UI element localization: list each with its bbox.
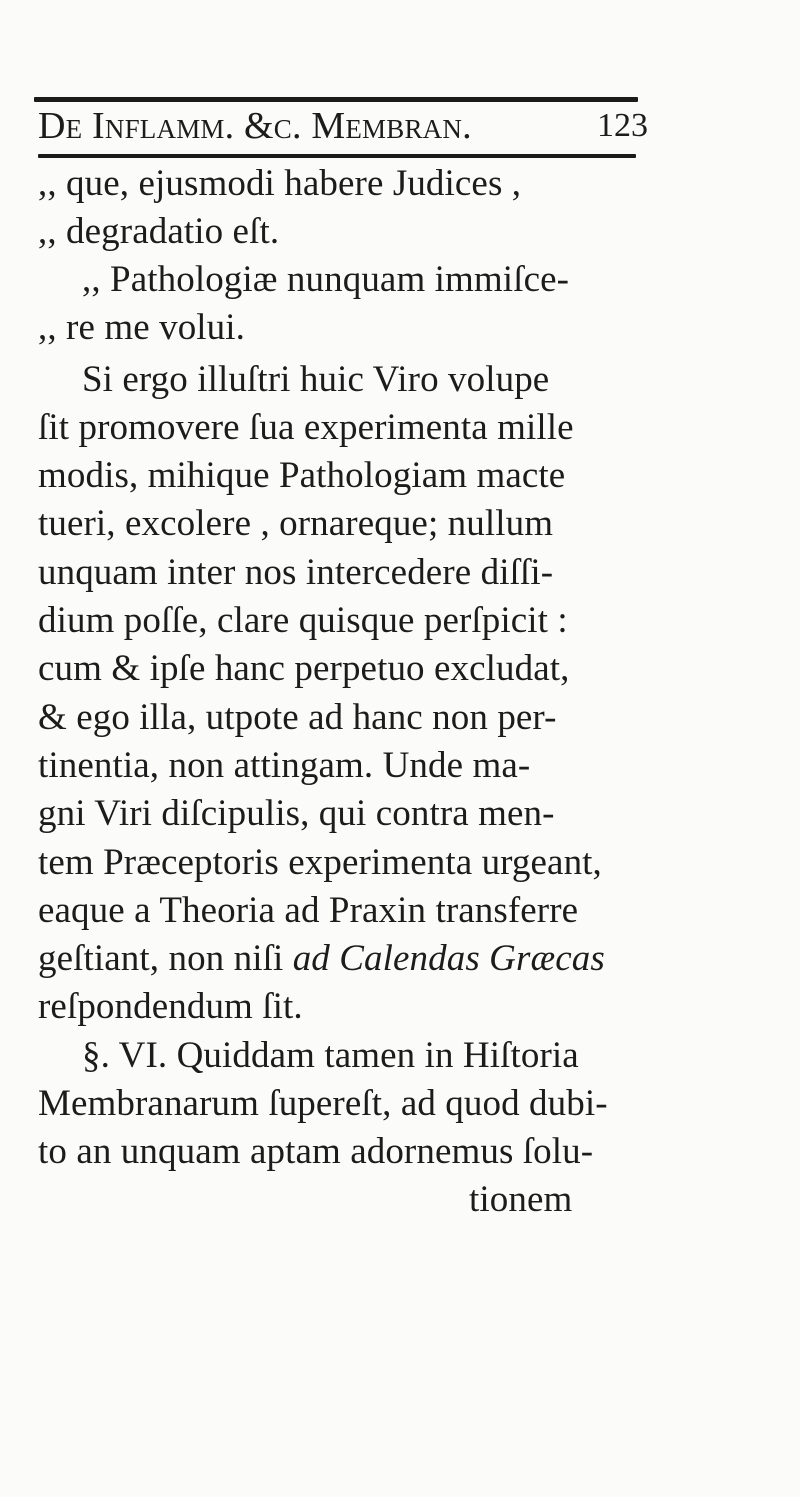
running-header-title: De Inflamm. &c. Membran.: [38, 105, 472, 147]
text-line: ,, que, ejusmodi habere Judices ,: [38, 163, 522, 204]
italic-phrase: ad Calendas Græcas: [292, 938, 605, 979]
text-line: tionem: [469, 1179, 573, 1220]
text-line: gni Viri diſcipulis, qui contra men-: [38, 793, 555, 834]
text-line: ,, degradatio eſt.: [38, 211, 280, 252]
text-line: to an unquam aptam adornemus ſolu-: [38, 1131, 594, 1172]
text-line: Membranarum ſupereſt, ad quod dubi-: [38, 1083, 608, 1124]
text-line: Si ergo illuſtri huic Viro volupe: [82, 359, 550, 400]
text-line: modis, mihique Pathologiam macte: [38, 455, 566, 496]
text-line: tinentia, non attingam. Unde ma-: [38, 745, 531, 786]
text-line-with-italic: [38, 936, 605, 982]
text-line: §. VI. Quiddam tamen in Hiſtoria: [82, 1035, 579, 1076]
text-line: dium poſſe, clare quisque perſpicit :: [38, 600, 568, 641]
text-line: & ego illa, utpote ad hanc non per-: [38, 697, 557, 738]
page-number: 123: [597, 107, 648, 144]
text-line: reſpondendum ſit.: [38, 986, 303, 1027]
text-line: cum & ipſe hanc perpetuo excludat,: [38, 648, 570, 689]
text-line: tem Præceptoris experimenta urgeant,: [38, 842, 602, 883]
text-line: ſit promovere ſua experimenta mille: [38, 407, 574, 448]
text-line: ,, re me volui.: [38, 307, 246, 348]
text-line: eaque a Theoria ad Praxin transferre: [38, 890, 579, 931]
text-segment: geſtiant, non niſi: [38, 938, 293, 979]
text-line: ,, Pathologiæ nunquam immiſce-: [82, 259, 570, 300]
text-line: unquam inter nos intercedere diſſi-: [38, 552, 554, 593]
text-line: tueri, excolere , ornareque; nullum: [38, 503, 554, 544]
